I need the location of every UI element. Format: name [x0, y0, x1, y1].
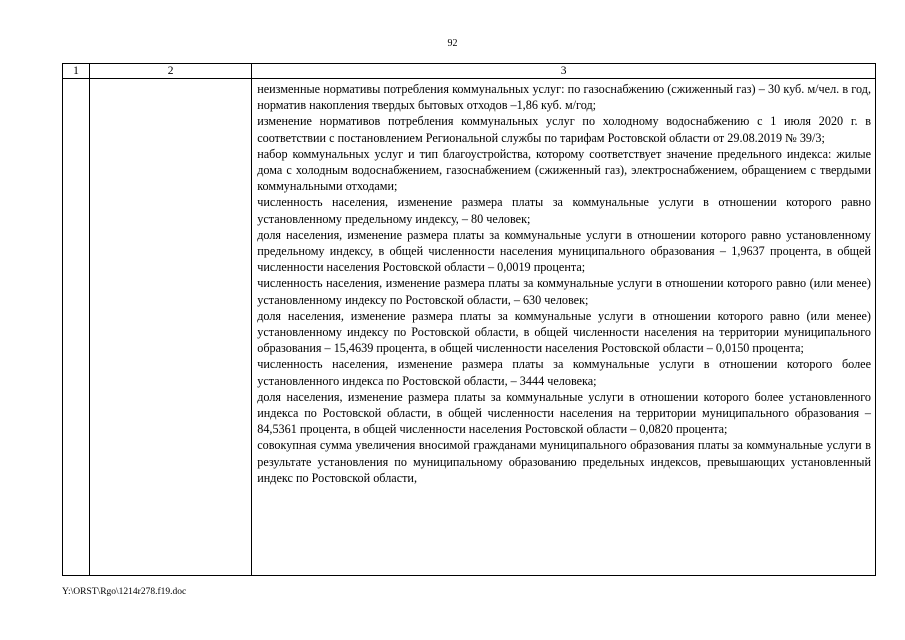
- paragraph-share-equal-or-less: доля населения, изменение размера платы за коммунальные услуги в отношении которого равно (или менее) установленному индексу по Ростовской области, в общей численности населения на территории муниципального образования – 15,4639 процента, в общей численности населения Ростовской области – 0,0150 процента;: [257, 308, 871, 356]
- paragraph-service-set: набор коммунальных услуг и тип благоустройства, которому соответствует значение предельного индекса: жилые дома с холодным водоснабжением, газоснабжением (сжиженный газ), электроснабжением, обращением с твердыми коммунальными отходами;: [257, 146, 871, 194]
- cell-column-1: [63, 79, 90, 576]
- paragraph-total-increase: совокупная сумма увеличения вносимой гражданами муниципального образования платы за коммунальные услуги в результате установления по муниципальному образованию предельных индексов, превышающих установленный индекс по Ростовской области,: [257, 438, 871, 485]
- footer-file-path: Y:\ORST\Rgo\1214r278.f19.doc: [62, 587, 187, 597]
- paragraph-population-equal-or-less: численность населения, изменение размера платы за коммунальные услуги в отношении которого равно (или менее) установленному индексу по Ростовской области, – 630 человек;: [257, 276, 871, 307]
- table-header-row: [63, 64, 876, 79]
- table-row: [63, 79, 876, 576]
- column-header-1: 1: [63, 64, 90, 79]
- column-header-2: 2: [90, 64, 252, 79]
- paragraph-population-above: численность населения, изменение размера платы за коммунальные услуги в отношении которого более установленного индекса по Ростовской области, – 3444 человека;: [257, 357, 871, 388]
- page-number: 92: [447, 38, 458, 49]
- paragraph-share-above: доля населения, изменение размера платы за коммунальные услуги в отношении которого более установленного индекса по Ростовской области, в общей численности населения на территории муниципального образования – 84,5361 процента, в общей численности населения Ростовской области – 0,0820 процента;: [257, 389, 871, 437]
- paragraph-population-equal-limit: численность населения, изменение размера платы за коммунальные услуги в отношении которого равно установленному предельному индексу, – 80 человек;: [257, 195, 871, 226]
- column-header-3: 3: [252, 64, 876, 79]
- document-table: [62, 63, 876, 576]
- paragraph-gas-and-waste-norms: неизменные нормативы потребления коммунальных услуг: по газоснабжению (сжиженный газ) – 30 куб. м/чел. в год, норматив накопления твердых бытовых отходов –1,86 куб. м/год;: [257, 82, 871, 113]
- cell-column-2: [90, 79, 252, 576]
- cell-column-3: [252, 79, 876, 576]
- paragraph-share-equal-limit: доля населения, изменение размера платы за коммунальные услуги в отношении которого равно установленному предельному индексу, в общей численности населения муниципального образования – 1,9637 процента, в общей численности населения Ростовской области – 0,0019 процента;: [257, 227, 871, 275]
- paragraph-cold-water-norm-change: изменение нормативов потребления коммунальных услуг по холодному водоснабжению с 1 июля 2020 г. в соответствии с постановлением Региональной службы по тарифам Ростовской области от 29.08.2019 № 39/3;: [257, 114, 871, 145]
